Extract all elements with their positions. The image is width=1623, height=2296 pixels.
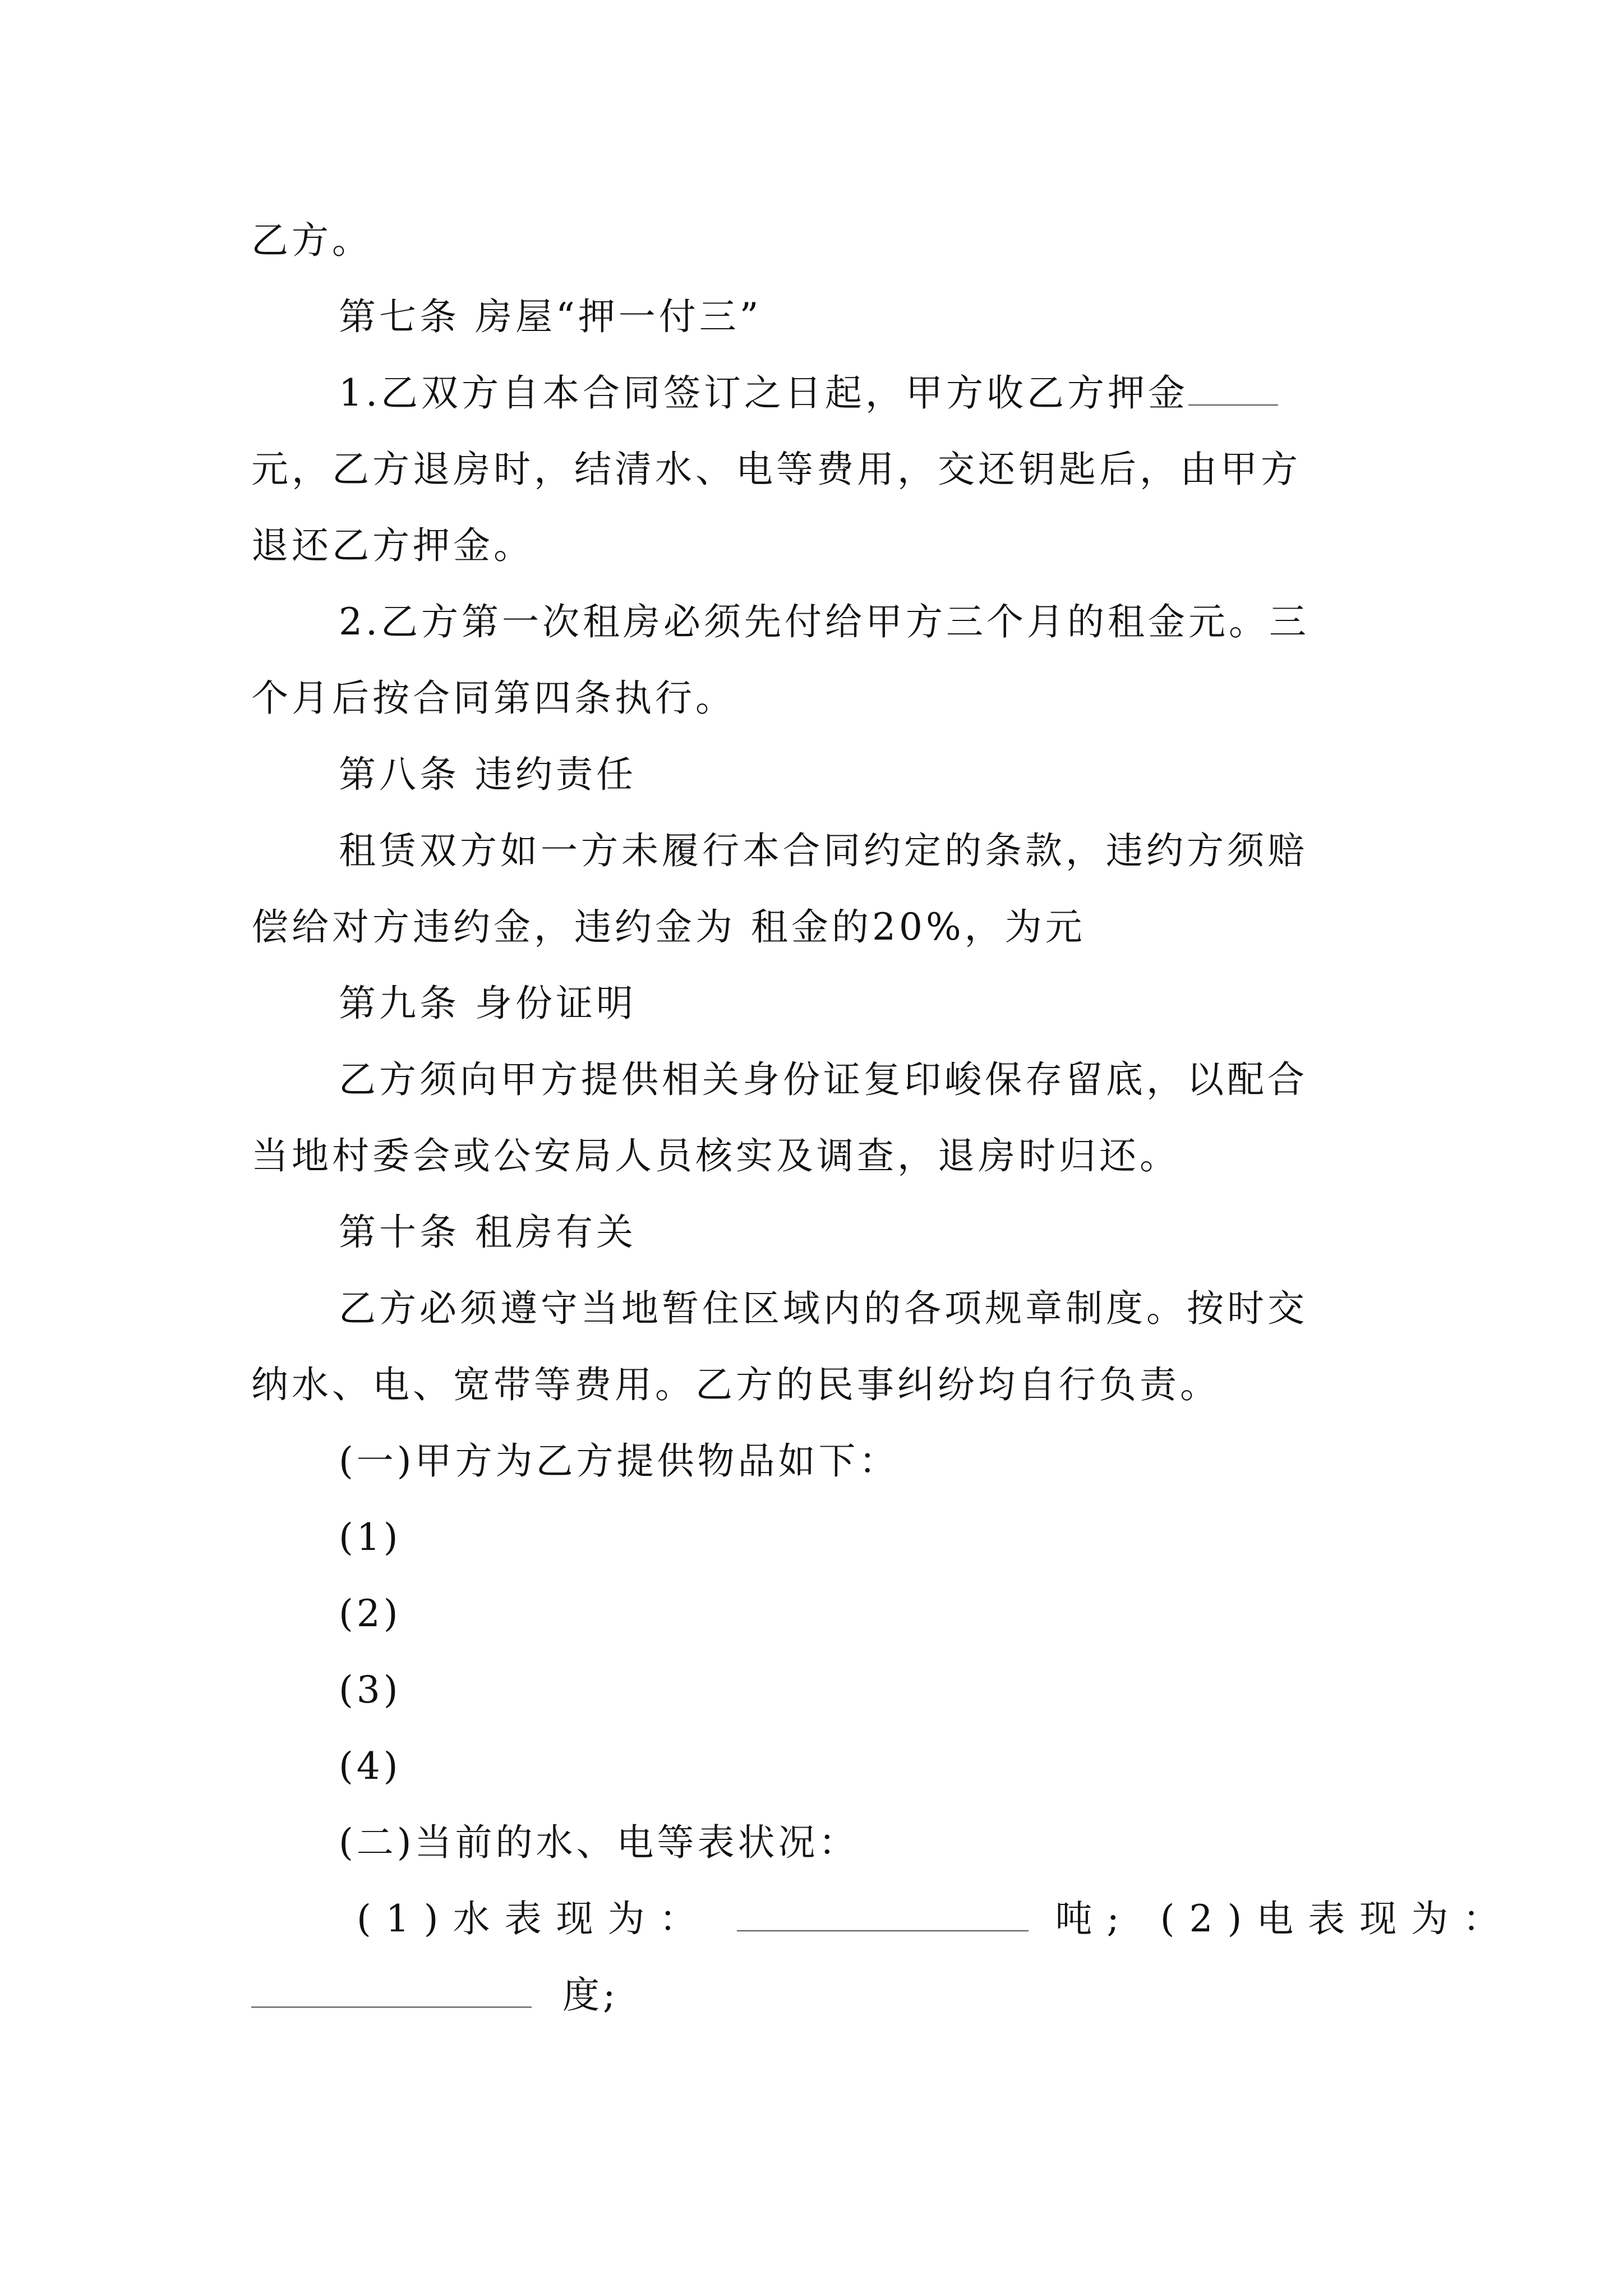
list-item: (3) [339, 1668, 402, 1711]
article-8-heading: 第八条 违约责任 [339, 753, 637, 796]
meter-reading-line [357, 1894, 1514, 1944]
meter-reading-line [251, 1970, 619, 2021]
clause-text: 1.乙双方自本合同签订之日起，甲方收乙方押金 [339, 371, 1188, 415]
section-two-heading: (二)当前的水、电等表状况： [339, 1821, 859, 1864]
article-7-heading: 第七条 房屋“押一付三” [339, 295, 762, 338]
text-line: 元，乙方退房时，结清水、电等费用，交还钥匙后，由甲方 [251, 448, 1301, 491]
text-line [339, 368, 1278, 418]
text-line: 租赁双方如一方未履行本合同约定的条款，违约方须赔 [339, 829, 1308, 872]
list-item: (2) [339, 1592, 402, 1635]
electric-meter-blank [251, 1976, 532, 2008]
article-10-heading: 第十条 租房有关 [339, 1211, 637, 1254]
text-line: 纳水、电、宽带等费用。乙方的民事纠纷均自行负责。 [251, 1363, 1220, 1406]
electric-meter-unit: 度; [562, 1973, 619, 2017]
article-9-heading: 第九条 身份证明 [339, 982, 637, 1025]
text-line: 退还乙方押金。 [251, 524, 534, 567]
list-item: (4) [339, 1745, 402, 1788]
text-line: 个月后按合同第四条执行。 [251, 677, 736, 720]
electric-meter-label: (2)电表现为： [1160, 1897, 1515, 1940]
text-line: 乙方。 [251, 219, 372, 262]
text-line: 2.乙方第一次租房必须先付给甲方三个月的租金元。三 [339, 600, 1310, 643]
section-one-heading: (一)甲方为乙方提供物品如下： [339, 1439, 900, 1483]
water-meter-unit: 吨; [1055, 1897, 1134, 1940]
deposit-blank [1188, 374, 1278, 406]
water-meter-label: (1)水表现为： [357, 1897, 711, 1940]
text-line: 乙方必须遵守当地暂住区域内的各项规章制度。按时交 [339, 1287, 1308, 1330]
text-line: 当地村委会或公安局人员核实及调查，退房时归还。 [251, 1134, 1180, 1177]
text-line: 偿给对方违约金，违约金为 租金的20%，为元 [251, 905, 1086, 949]
list-item: (1) [339, 1516, 402, 1559]
water-meter-blank [737, 1900, 1029, 1931]
text-line: 乙方须向甲方提供相关身份证复印峻保存留底，以配合 [339, 1058, 1308, 1101]
